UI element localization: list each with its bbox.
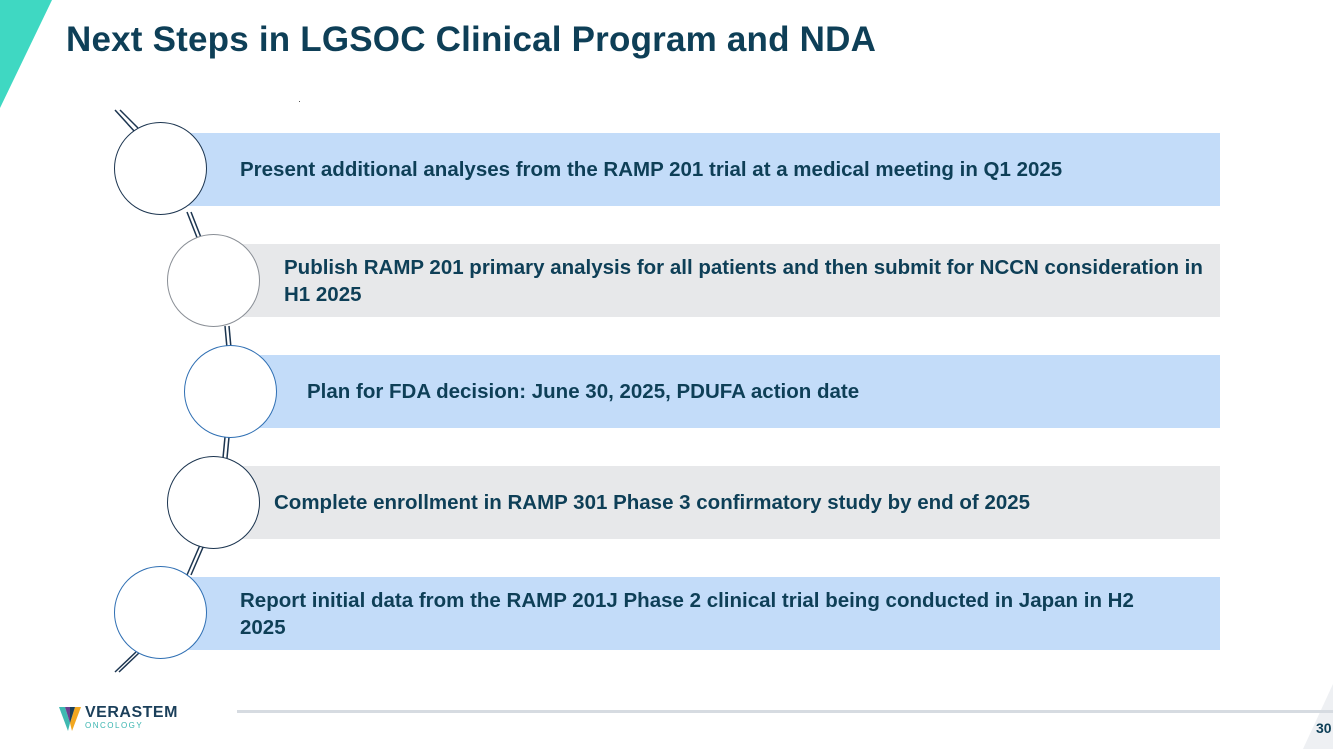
step-text-5: Report initial data from the RAMP 201J Phase 2 clinical trial being conducted in Japan in H2 2025 bbox=[240, 588, 1134, 639]
step-circle-2 bbox=[167, 234, 260, 327]
logo-wordmark: VERASTEM bbox=[85, 704, 178, 721]
step-band-2 bbox=[198, 244, 1220, 317]
corner-gray-accent bbox=[1303, 684, 1333, 749]
company-logo bbox=[58, 705, 178, 733]
step-circle-5 bbox=[114, 566, 207, 659]
step-circle-4 bbox=[167, 456, 260, 549]
footer-divider bbox=[237, 710, 1333, 713]
step-band-5 bbox=[160, 577, 1220, 650]
page-number: 30 bbox=[1316, 720, 1332, 736]
step-circle-1 bbox=[114, 122, 207, 215]
step-band-3 bbox=[230, 355, 1220, 428]
step-circle-3 bbox=[184, 345, 277, 438]
logo-subtitle: ONCOLOGY bbox=[85, 721, 144, 730]
step-text-2: Publish RAMP 201 primary analysis for all patients and then submit for NCCN consideration in H1 2025 bbox=[284, 255, 1203, 306]
step-text-1: Present additional analyses from the RAMP 201 trial at a medical meeting in Q1 2025 bbox=[240, 158, 1063, 181]
step-band-1 bbox=[150, 133, 1220, 206]
page-title: Next Steps in LGSOC Clinical Program and NDA bbox=[66, 20, 877, 59]
step-text-3: Plan for FDA decision: June 30, 2025, PDUFA action date bbox=[307, 380, 860, 403]
verastem-v-icon bbox=[58, 705, 82, 733]
step-band-4 bbox=[214, 466, 1220, 539]
step-text-4: Complete enrollment in RAMP 301 Phase 3 confirmatory study by end of 2025 bbox=[274, 491, 1031, 514]
